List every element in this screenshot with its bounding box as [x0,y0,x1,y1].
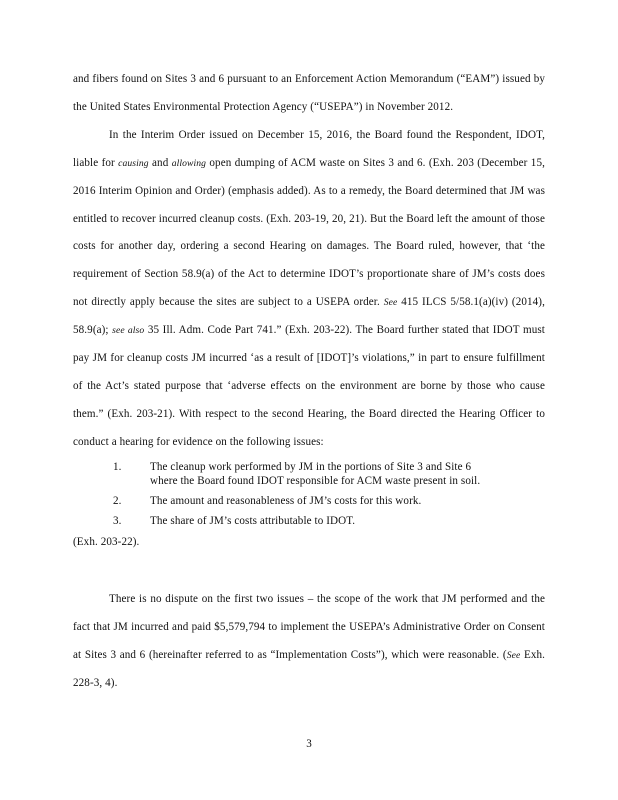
body-text-bottom [73,586,545,698]
citation-see: See [383,297,398,309]
list-item-number: 1. [113,460,122,473]
emphasis-allowing: allowing [171,157,207,169]
page-number: 3 [306,738,312,750]
list-item [73,460,545,488]
and-word: and [148,156,172,169]
paragraph-3 [73,586,545,698]
paragraph-1: and fibers found on Sites 3 and 6 pursuant to an Enforcement Action Memorandum (“EAM”) issued by the United States Environmental Protection Agency (“USEPA”) in November 2012. [73,73,545,113]
paragraph-2-part-d: 35 Ill. Adm. Code Part 741.” (Exh. 203-22). The Board further stated that IDOT must pay JM for cleanup costs JM incurred ‘as a result of [IDOT]’s violations,” in part to ensure fulfillment of the Act’s stated purpose that ‘adverse effects on the environment are borne by those who cause them.” (Exh. 203-21). With respect to the second Hearing, the Board directed the Hearing Officer to conduct a hearing for evidence on the following issues: [73,324,545,448]
list-citation: (Exh. 203-22). [73,535,140,548]
list-item-line: where the Board found IDOT responsible for ACM waste present in soil. [150,474,481,487]
paragraph-3-part-a: There is no dispute on the first two issues – the scope of the work that JM performed and the fact that JM incurred and paid $5,579,794 to implement the USEPA’s Administrative Order on Consent at Sites 3 and 6 (hereinafter referred to as “Implementation Costs”), which were reasonable. ( [73,593,545,661]
body-text-top [73,66,545,559]
paragraph-2-part-a: In the Interim Order issued on December 15, 2016, the Board found the Respondent, IDOT, liable for [73,128,545,169]
paragraph-3-part-b: Exh. 228-3, 4). [73,648,545,689]
emphasis-causing: causing [118,157,149,169]
list-item-line: The amount and reasonableness of JM’s costs for this work. [150,495,422,508]
issues-list [73,460,545,529]
citation-see: See [506,649,521,661]
list-item [73,494,545,508]
paragraph-2 [73,122,545,457]
list-item-line: The cleanup work performed by JM in the portions of Site 3 and Site 6 [150,460,472,473]
list-item-line: The share of JM’s costs attributable to IDOT. [150,515,356,528]
list-item [73,514,545,528]
list-item-number: 3. [113,515,122,528]
list-item-number: 2. [113,495,122,508]
paragraph-2-part-b: open dumping of ACM waste on Sites 3 and 6. (Exh. 203 (December 15, 2016 Interim Opinion and Order) (emphasis added). As to a remedy, the Board determined that JM was entitled to recover incurred cleanup costs. (Exh. 203-19, 20, 21). But the Board left the amount of those costs for another day, ordering a second Hearing on damages. The Board ruled, however, that ‘the requirement of Section 58.9(a) of the Act to determine IDOT’s proportionate share of JM’s costs does not directly apply because the sites are subject to a USEPA order. [73,156,545,309]
paragraph-2-part-c: 415 ILCS 5/58.1(a)(iv) (2014), 58.9(a); [73,296,545,337]
citation-see-also: see also [112,325,145,337]
